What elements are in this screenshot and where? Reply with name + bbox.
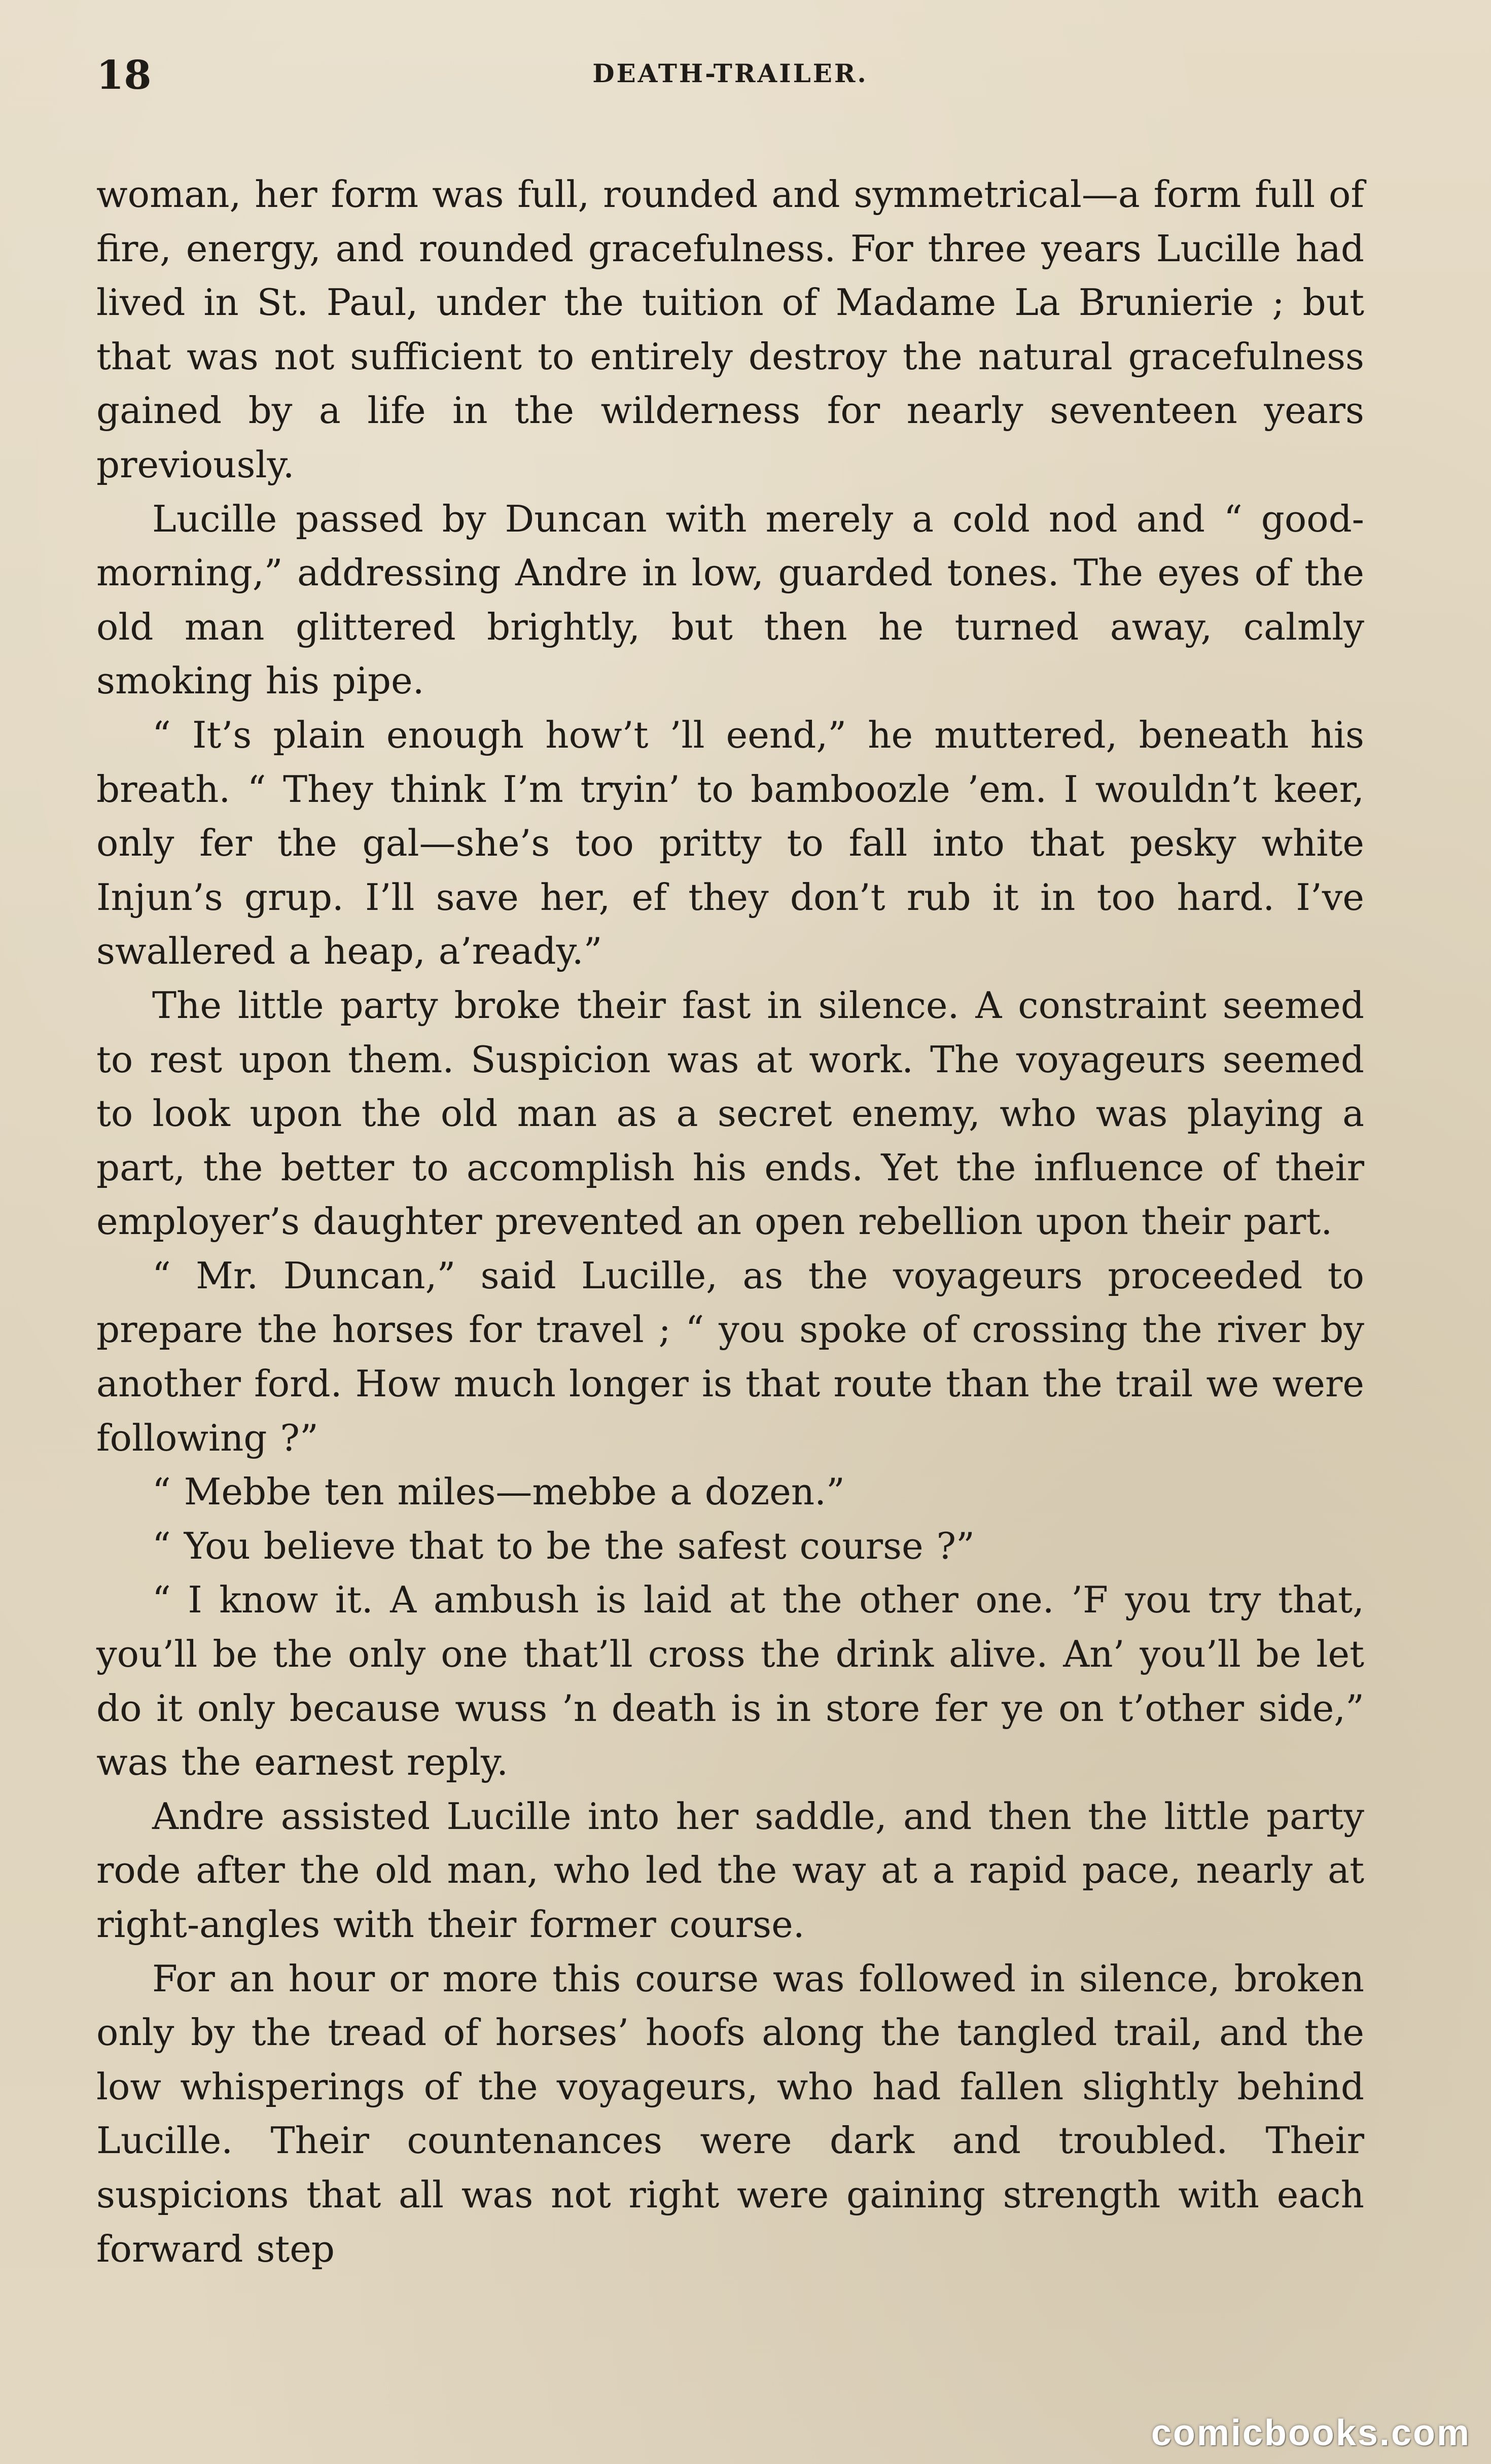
paragraph: For an hour or more this course was followed in silence, broken only by the tread of horses’ hoofs along the tangled trail, and the low whisperings of the voyageurs, who had fallen slightly behind Lucille. Their countenances were dark and troubled. Their suspicions that all was not right were gaining strength with each forward step [96,1957,1364,2270]
paragraph: woman, her form was full, rounded and symmetrical—a form full of fire, energy, and rounded gracefulness. For three years Lucille had lived in St. Paul, under the tuition of Madame La Brunierie ; but that was not sufficient to entirely destroy the natural gracefulness gained by a life in the wilderness for nearly seventeen years previously. [96,173,1364,486]
paragraph: “ You believe that to be the safest course ?” [152,1524,975,1567]
paragraph: “ I know it. A ambush is laid at the other one. ’F you try that, you’ll be the only one that’ll cross the drink alive. An’ you’ll be let do it only because wuss ’n death is in store fer ye on t’other side,” was the earnest reply. [96,1578,1364,1784]
watermark: comicbooks.com [1151,2413,1471,2453]
body-text [96,167,1364,2276]
paragraph: “ Mr. Duncan,” said Lucille, as the voyageurs proceeded to prepare the horses for travel ; “ you spoke of crossing the river by another ford. How much longer is that route than the trail we were following ?” [96,1254,1364,1459]
paragraph: “ Mebbe ten miles—mebbe a dozen.” [152,1470,845,1513]
page-number: 18 [96,52,152,98]
paragraph: Andre assisted Lucille into her saddle, and then the little party rode after the old man, who led the way at a rapid pace, nearly at right-angles with their former course. [96,1794,1364,1946]
page-header [96,52,1364,117]
paragraph: “ It’s plain enough how’t ’ll eend,” he muttered, beneath his breath. “ They think I’m tryin’ to bamboozle ’em. I wouldn’t keer, only fer the gal—she’s too pritty to fall into that pesky white Injun’s grup. I’ll save her, ef they don’t rub it in too hard. I’ve swallered a heap, a’ready.” [96,713,1364,973]
paragraph: The little party broke their fast in silence. A constraint seemed to rest upon them. Suspicion was at work. The voyageurs seemed to look upon the old man as a secret enemy, who was playing a part, the better to accomplish his ends. Yet the influence of their employer’s daughter prevented an open rebellion upon their part. [96,983,1364,1243]
running-title: DEATH-TRAILER. [592,58,868,88]
paragraph: Lucille passed by Duncan with merely a cold nod and “ good-morning,” addressing Andre in low, guarded tones. The eyes of the old man glittered brightly, but then he turned away, calmly smoking his pipe. [96,497,1364,702]
